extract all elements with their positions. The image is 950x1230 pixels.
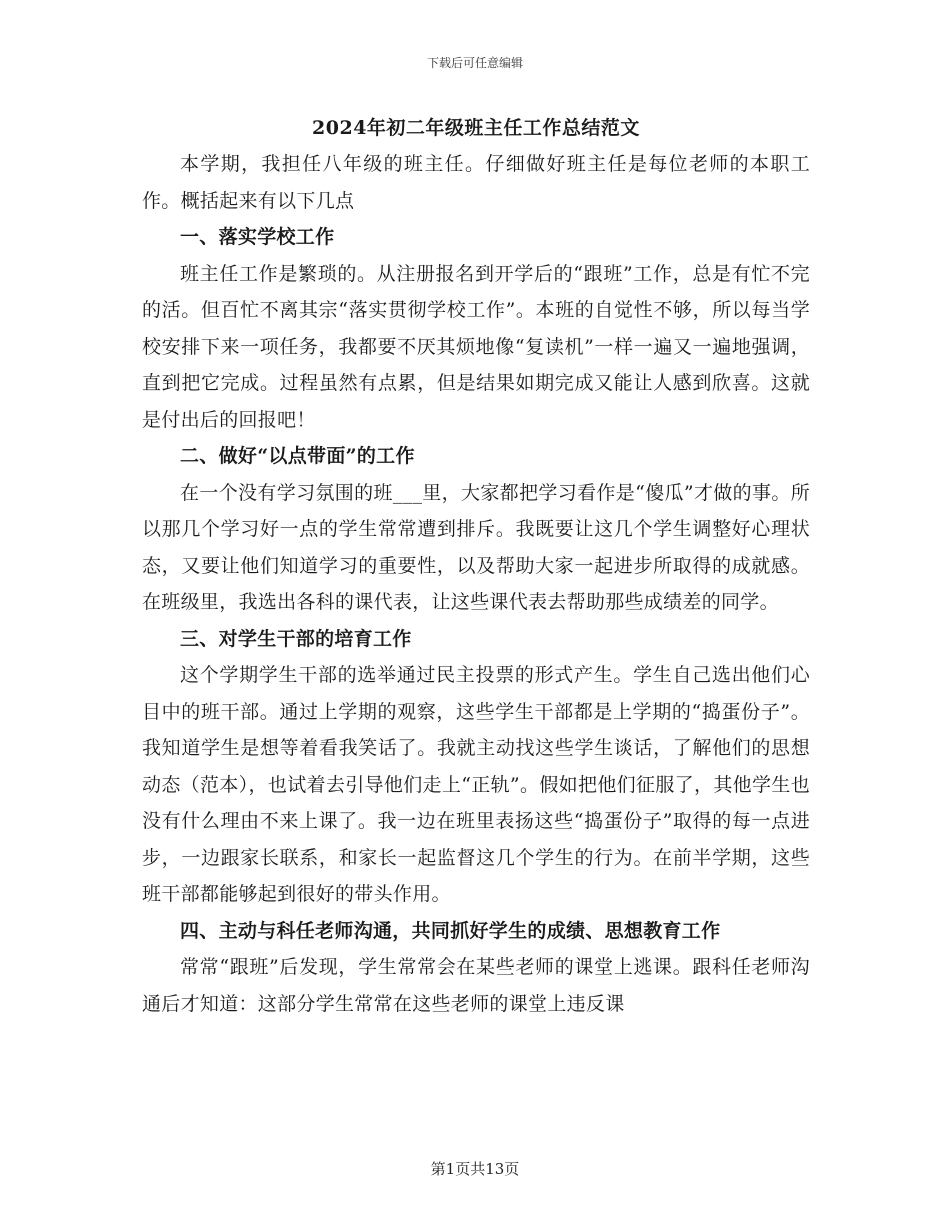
document-title: 2024年初二年级班主任工作总结范文 <box>312 117 640 139</box>
section-4-paragraph: 常常“跟班”后发现，学生常常会在某些老师的课堂上逃课。跟科任老师沟通后才知道：这部分学生常常在这些老师的课堂上违反课 <box>142 956 810 1015</box>
page-header-note: 下载后可任意编辑 <box>426 56 523 70</box>
section-3-paragraph: 这个学期学生干部的选举通过民主投票的形式产生。学生自己选出他们心目中的班干部。通过上学期的观察，这些学生干部都是上学期的“捣蛋份子”。我知道学生是想等着看我笑话了。我就主动找这些学生谈话，了解他们的思想动态（范本），也试着去引导他们走上“正轨”。假如把他们征服了，其他学生也没有什么理由不来上课了。我一边在班里表扬这些“捣蛋份子”取得的每一点进步，一边跟家长联系，和家长一起监督这几个学生的行为。在前半学期，这些班干部都能够起到很好的带头作用。 <box>142 664 810 905</box>
section-2-heading: 二、做好“以点带面”的工作 <box>180 445 415 467</box>
document-body <box>142 110 810 1022</box>
section-2-paragraph: 在一个没有学习氛围的班___里，大家都把学习看作是“傻瓜”才做的事。所以那几个学习好一点的学生常常遭到排斥。我既要让这几个学生调整好心理状态，又要让他们知道学习的重要性，以及帮助大家一起进步所取得的成就感。在班级里，我选出各科的课代表，让这些课代表去帮助那些成绩差的同学。 <box>142 481 810 613</box>
section-1-heading: 一、落实学校工作 <box>180 226 335 248</box>
page-number-footer: 第1页共13页 <box>430 1160 520 1178</box>
section-4-heading: 四、主动与科任老师沟通，共同抓好学生的成绩、思想教育工作 <box>180 919 721 942</box>
section-1-paragraph: 班主任工作是繁琐的。从注册报名到开学后的“跟班”工作，总是有忙不完的活。但百忙不离其宗“落实贯彻学校工作”。本班的自觉性不够，所以每当学校安排下来一项任务，我都要不厌其烦地像“复读机”一样一遍又一遍地强调，直到把它完成。过程虽然有点累，但是结果如期完成又能让人感到欣喜。这就是付出后的回报吧！ <box>142 262 810 431</box>
intro-paragraph: 本学期，我担任八年级的班主任。仔细做好班主任是每位老师的本职工作。概括起来有以下几点 <box>142 153 810 212</box>
section-3-heading: 三、对学生干部的培育工作 <box>180 627 412 650</box>
